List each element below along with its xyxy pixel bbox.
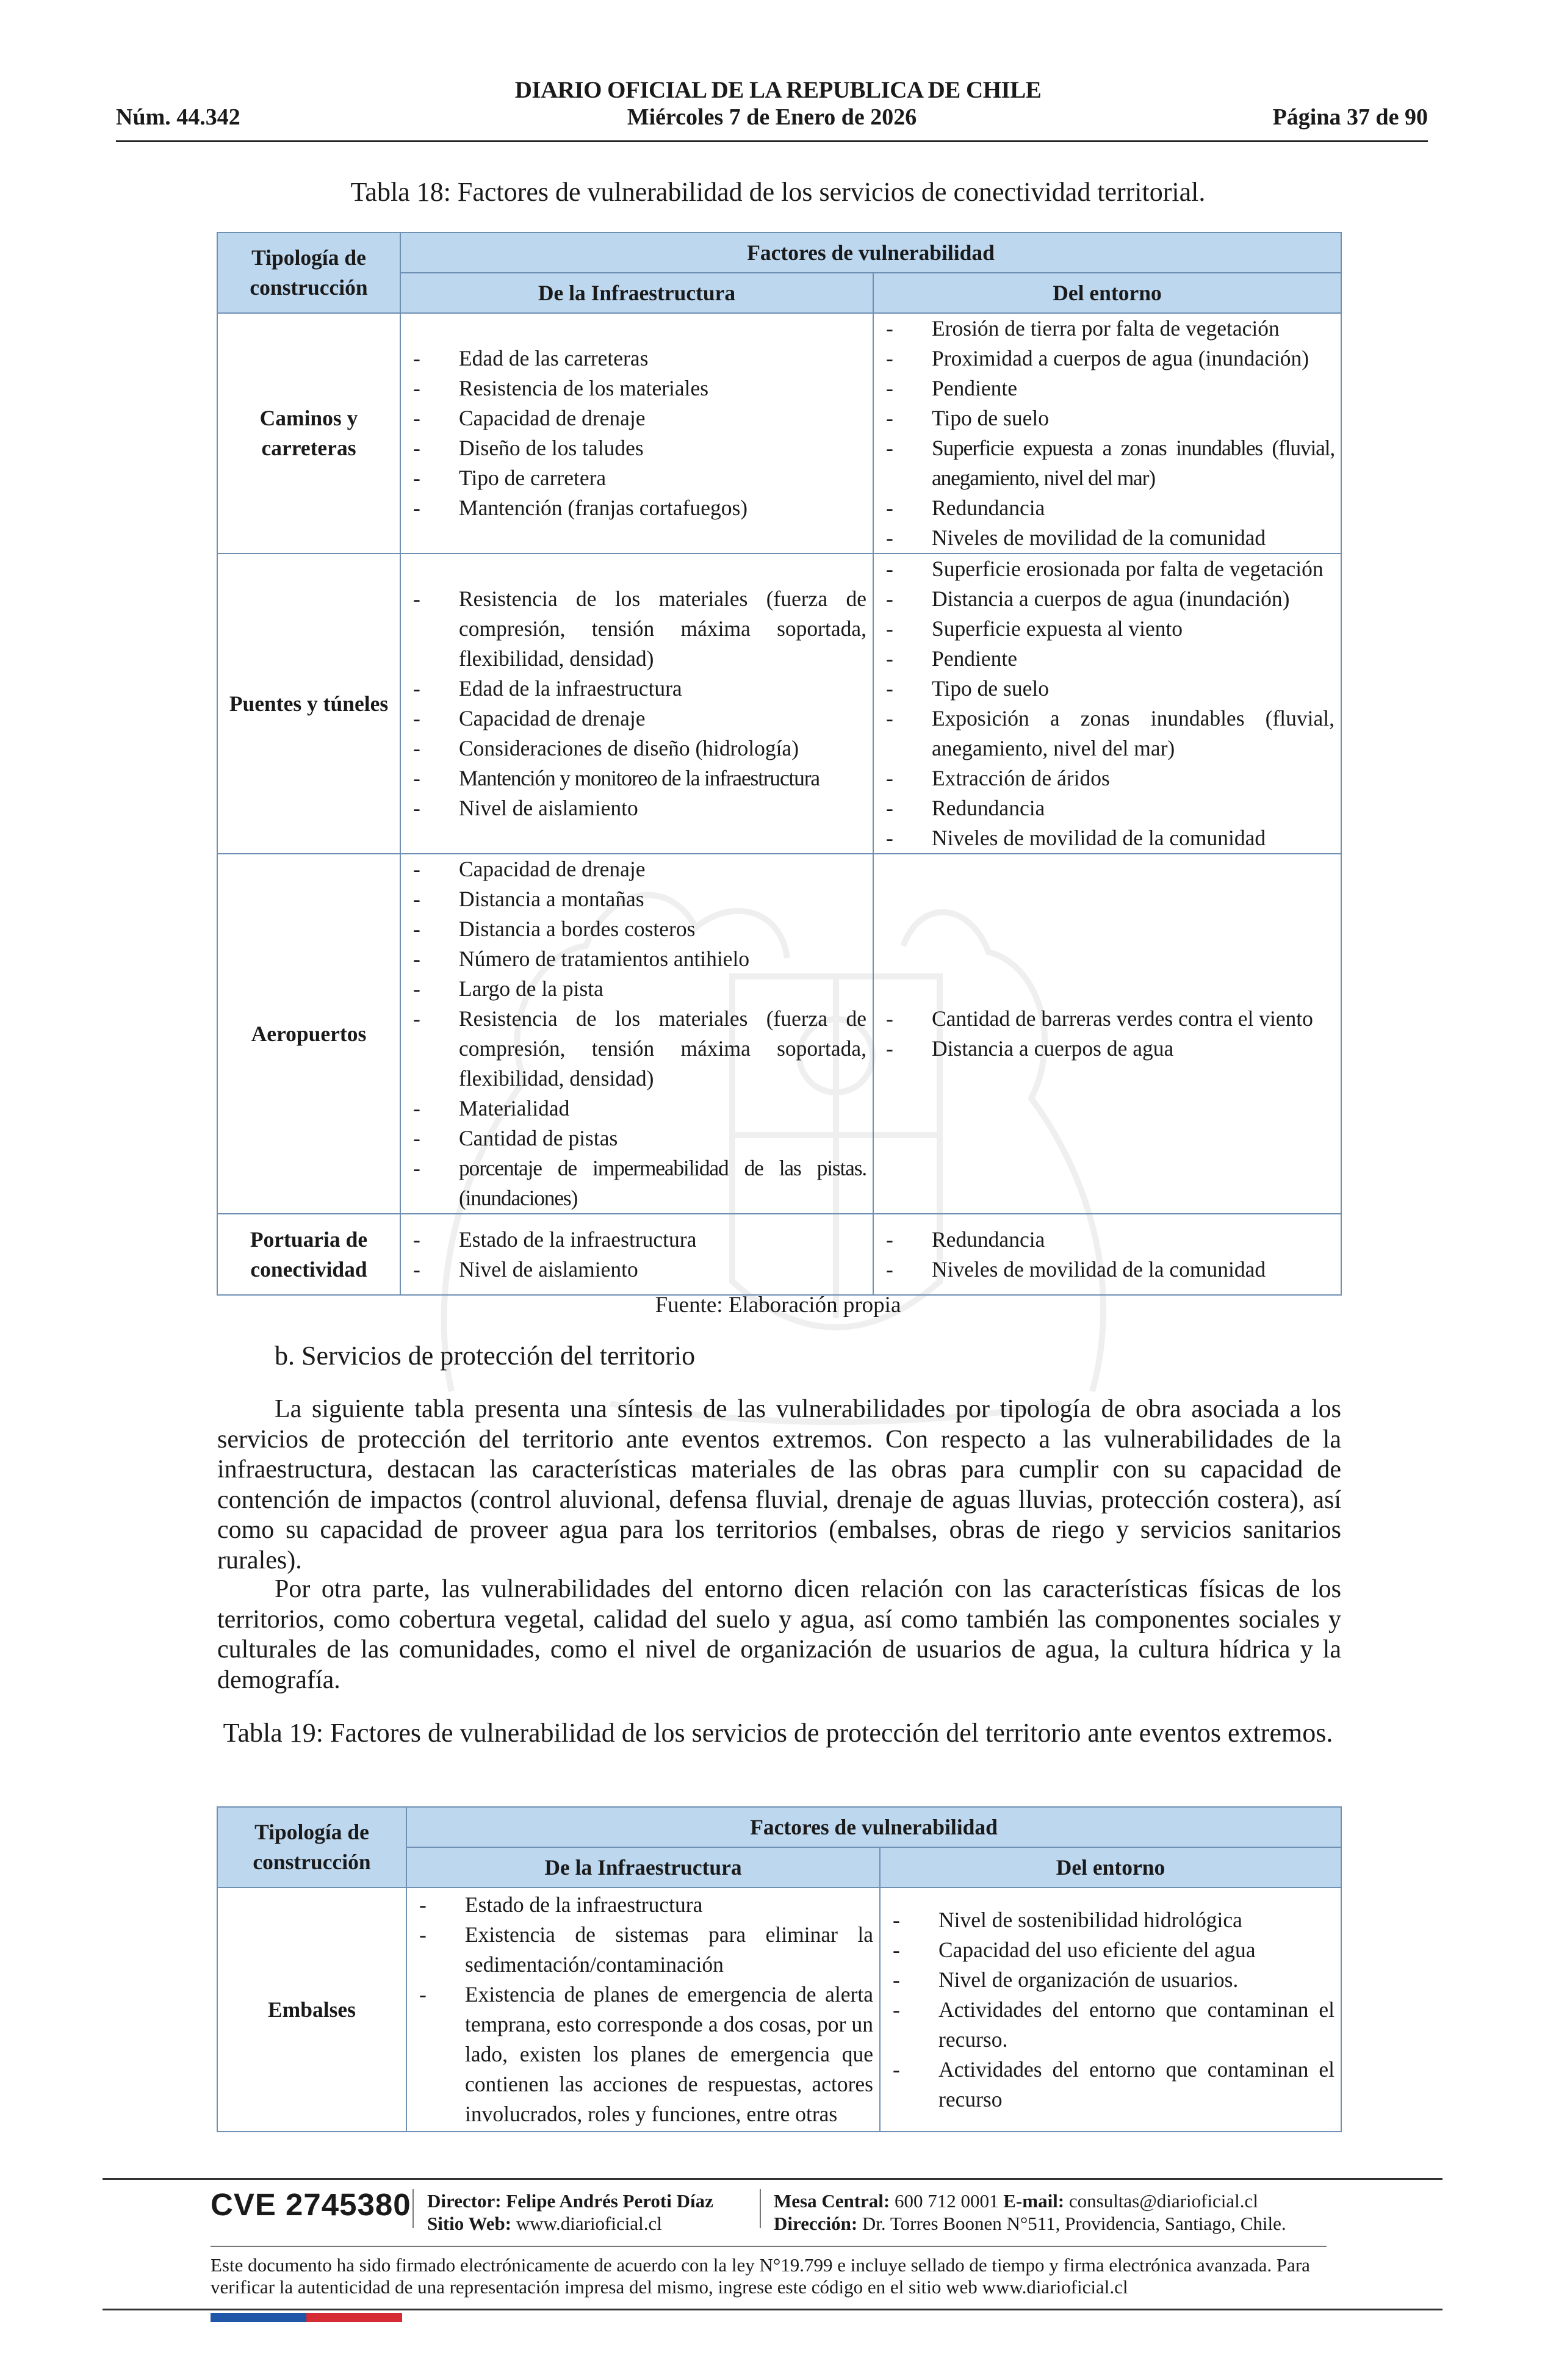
cve-code: CVE 2745380 <box>211 2187 411 2222</box>
infrastructure-header: De la Infraestructura <box>406 1847 880 1888</box>
infrastructure-cell <box>400 1214 873 1295</box>
list-item: - Capacidad de drenaje <box>413 854 866 884</box>
list-item: - Niveles de movilidad de la comunidad <box>886 1255 1334 1285</box>
list-item: - Exposición a zonas inundables (fluvial, anegamiento, nivel del mar) <box>886 704 1334 763</box>
infrastructure-cell <box>400 854 873 1214</box>
list-item: - Niveles de movilidad de la comunidad <box>886 823 1334 853</box>
list-item: - Diseño de los taludes <box>413 433 866 463</box>
list-item: - Redundancia <box>886 493 1334 523</box>
list-item: - Cantidad de barreras verdes contra el viento <box>886 1004 1334 1034</box>
typology-cell: Puentes y túneles <box>217 554 400 854</box>
email-label: E-mail: <box>1003 2190 1065 2212</box>
table-row <box>217 854 1341 1214</box>
list-item: - Distancia a cuerpos de agua <box>886 1034 1334 1064</box>
paragraph: Por otra parte, las vulnerabilidades del entorno dicen relación con las características físicas de los territorios, como cobertura vegetal, calidad del suelo y agua, así como también las componentes sociales y culturales de las comunidades, como el nivel de organización de usuarios de agua, la cultura hídrica y la demografía. <box>217 1575 1341 1694</box>
issue-date: Miércoles 7 de Enero de 2026 <box>627 104 917 130</box>
flag-stripe-blue <box>211 2313 306 2322</box>
director-name: Felipe Andrés Peroti Díaz <box>506 2190 713 2212</box>
table-18 <box>217 232 1342 1296</box>
footer-separator <box>412 2189 414 2228</box>
factors-header: Factores de vulnerabilidad <box>400 233 1341 273</box>
typology-header: Tipología de construcción <box>217 233 400 313</box>
list-item: - Edad de las carreteras <box>413 344 866 373</box>
website-line <box>427 2212 713 2235</box>
website-link[interactable]: www.diarioficial.cl <box>516 2213 662 2234</box>
director-block <box>427 2190 713 2235</box>
typology-cell: Caminos y carreteras <box>217 313 400 554</box>
environment-cell <box>873 313 1341 554</box>
table-row <box>217 1214 1341 1295</box>
environment-header: Del entorno <box>873 273 1341 313</box>
infrastructure-cell <box>400 554 873 854</box>
list-item: - Resistencia de los materiales (fuerza de compresión, tensión máxima soportada, flexibilidad, densidad) <box>413 1004 866 1094</box>
list-item: - Cantidad de pistas <box>413 1123 866 1153</box>
infrastructure-header: De la Infraestructura <box>400 273 873 313</box>
list-item: - Edad de la infraestructura <box>413 674 866 704</box>
list-item: - Distancia a cuerpos de agua (inundación) <box>886 584 1334 614</box>
environment-cell <box>880 1888 1341 2132</box>
list-item: - Capacidad del uso eficiente del agua <box>893 1935 1334 1965</box>
footer-separator <box>760 2189 761 2228</box>
list-item: - Número de tratamientos antihielo <box>413 944 866 974</box>
list-item: - Tipo de suelo <box>886 403 1334 433</box>
table-18-source: Fuente: Elaboración propia <box>655 1293 901 1318</box>
gazette-title: DIARIO OFICIAL DE LA REPUBLICA DE CHILE <box>514 77 1042 103</box>
legal-notice: Este documento ha sido firmado electrónicamente de acuerdo con la ley N°19.799 e incluye sellado de tiempo y firma electrónica avanzada. Para verificar la autenticidad de una representación impresa del mismo, ingrese este código en el sitio web www.diarioficial.cl <box>211 2254 1310 2298</box>
flag-stripe-red <box>306 2313 402 2322</box>
table-18-caption: Tabla 18: Factores de vulnerabilidad de los servicios de conectividad territorial. <box>350 177 1206 207</box>
list-item: - Tipo de suelo <box>886 674 1334 704</box>
address-value: Dr. Torres Boonen N°511, Providencia, Santiago, Chile. <box>862 2213 1286 2234</box>
list-item: - Tipo de carretera <box>413 463 866 493</box>
factors-header: Factores de vulnerabilidad <box>406 1807 1341 1847</box>
page-number: Página 37 de 90 <box>1272 104 1428 130</box>
list-item: - Distancia a bordes costeros <box>413 914 866 944</box>
list-item: - Existencia de sistemas para eliminar la sedimentación/contaminación <box>419 1920 873 1980</box>
typology-cell: Embalses <box>217 1888 406 2132</box>
list-item: - Capacidad de drenaje <box>413 704 866 734</box>
header-row <box>116 104 1428 133</box>
contact-line <box>774 2190 1286 2212</box>
list-item: - Existencia de planes de emergencia de alerta temprana, esto corresponde a dos cosas, por un lado, existen los planes de emergencia que contienen las acciones de respuestas, actores involucrados, roles y funciones, entre otras <box>419 1980 873 2129</box>
list-item: - Nivel de aislamiento <box>413 793 866 823</box>
infrastructure-cell <box>406 1888 880 2132</box>
environment-cell <box>873 554 1341 854</box>
list-item: - porcentaje de impermeabilidad de las pistas. (inundaciones) <box>413 1153 866 1213</box>
contact-block <box>774 2190 1286 2235</box>
list-item: - Resistencia de los materiales (fuerza de compresión, tensión máxima soportada, flexibilidad, densidad) <box>413 584 866 674</box>
list-item: - Nivel de organización de usuarios. <box>893 1965 1334 1995</box>
list-item: - Extracción de áridos <box>886 763 1334 793</box>
list-item: - Pendiente <box>886 644 1334 674</box>
website-label: Sitio Web: <box>427 2213 512 2234</box>
mesa-label: Mesa Central: <box>774 2190 890 2212</box>
address-line <box>774 2212 1286 2235</box>
header-divider <box>116 140 1428 142</box>
environment-header: Del entorno <box>880 1847 1341 1888</box>
email-link[interactable]: consultas@diarioficial.cl <box>1068 2190 1258 2212</box>
list-item: - Mantención (franjas cortafuegos) <box>413 493 866 523</box>
list-item: - Capacidad de drenaje <box>413 403 866 433</box>
list-item: - Nivel de sostenibilidad hidrológica <box>893 1905 1334 1935</box>
address-label: Dirección: <box>774 2213 858 2234</box>
list-item: - Consideraciones de diseño (hidrología) <box>413 734 866 763</box>
typology-header: Tipología de construcción <box>217 1807 406 1888</box>
director-line <box>427 2190 713 2212</box>
issue-number: Núm. 44.342 <box>116 104 240 130</box>
list-item: - Redundancia <box>886 793 1334 823</box>
footer-divider <box>103 2309 1443 2310</box>
infrastructure-cell <box>400 313 873 554</box>
list-item: - Nivel de aislamiento <box>413 1255 866 1285</box>
table-row <box>217 1888 1341 2132</box>
list-item: - Estado de la infraestructura <box>419 1890 873 1920</box>
typology-cell: Aeropuertos <box>217 854 400 1214</box>
list-item: - Estado de la infraestructura <box>413 1225 866 1255</box>
table-19-caption: Tabla 19: Factores de vulnerabilidad de los servicios de protección del territorio ante eventos extremos. <box>223 1718 1333 1748</box>
list-item: - Superficie expuesta a zonas inundables (fluvial, anegamiento, nivel del mar) <box>886 433 1334 493</box>
footer-divider <box>211 2246 1327 2247</box>
list-item: - Niveles de movilidad de la comunidad <box>886 523 1334 553</box>
typology-cell: Portuaria de conectividad <box>217 1214 400 1295</box>
table-row <box>217 313 1341 554</box>
list-item: - Distancia a montañas <box>413 884 866 914</box>
list-item: - Superficie erosionada por falta de vegetación <box>886 554 1334 584</box>
mesa-phone: 600 712 0001 <box>895 2190 999 2212</box>
table-row <box>217 554 1341 854</box>
list-item: - Resistencia de los materiales <box>413 373 866 403</box>
director-label: Director: <box>427 2190 502 2212</box>
list-item: - Largo de la pista <box>413 974 866 1004</box>
list-item: - Actividades del entorno que contaminan el recurso <box>893 2055 1334 2115</box>
environment-cell <box>873 1214 1341 1295</box>
list-item: - Superficie expuesta al viento <box>886 614 1334 644</box>
section-heading: b. Servicios de protección del territorio <box>275 1341 696 1371</box>
list-item: - Mantención y monitoreo de la infraestructura <box>413 763 866 793</box>
list-item: - Proximidad a cuerpos de agua (inundación) <box>886 344 1334 373</box>
list-item: - Erosión de tierra por falta de vegetación <box>886 314 1334 344</box>
table-19 <box>217 1806 1342 2132</box>
environment-cell <box>873 854 1341 1214</box>
list-item: - Pendiente <box>886 373 1334 403</box>
list-item: - Redundancia <box>886 1225 1334 1255</box>
paragraph: La siguiente tabla presenta una síntesis de las vulnerabilidades por tipología de obra asociada a los servicios de protección del territorio ante eventos extremos. Con respecto a las vulnerabilidades de la infraestructura, destacan las características materiales de las obras para cumplir con su capacidad de contención de impactos (control aluvional, defensa fluvial, drenaje de aguas lluvias, protección costera), así como su capacidad de proveer agua para los territorios (embalses, obras de riego y servicios sanitarios rurales). <box>217 1395 1341 1574</box>
footer-divider <box>103 2178 1443 2180</box>
list-item: - Materialidad <box>413 1094 866 1123</box>
list-item: - Actividades del entorno que contaminan el recurso. <box>893 1995 1334 2055</box>
